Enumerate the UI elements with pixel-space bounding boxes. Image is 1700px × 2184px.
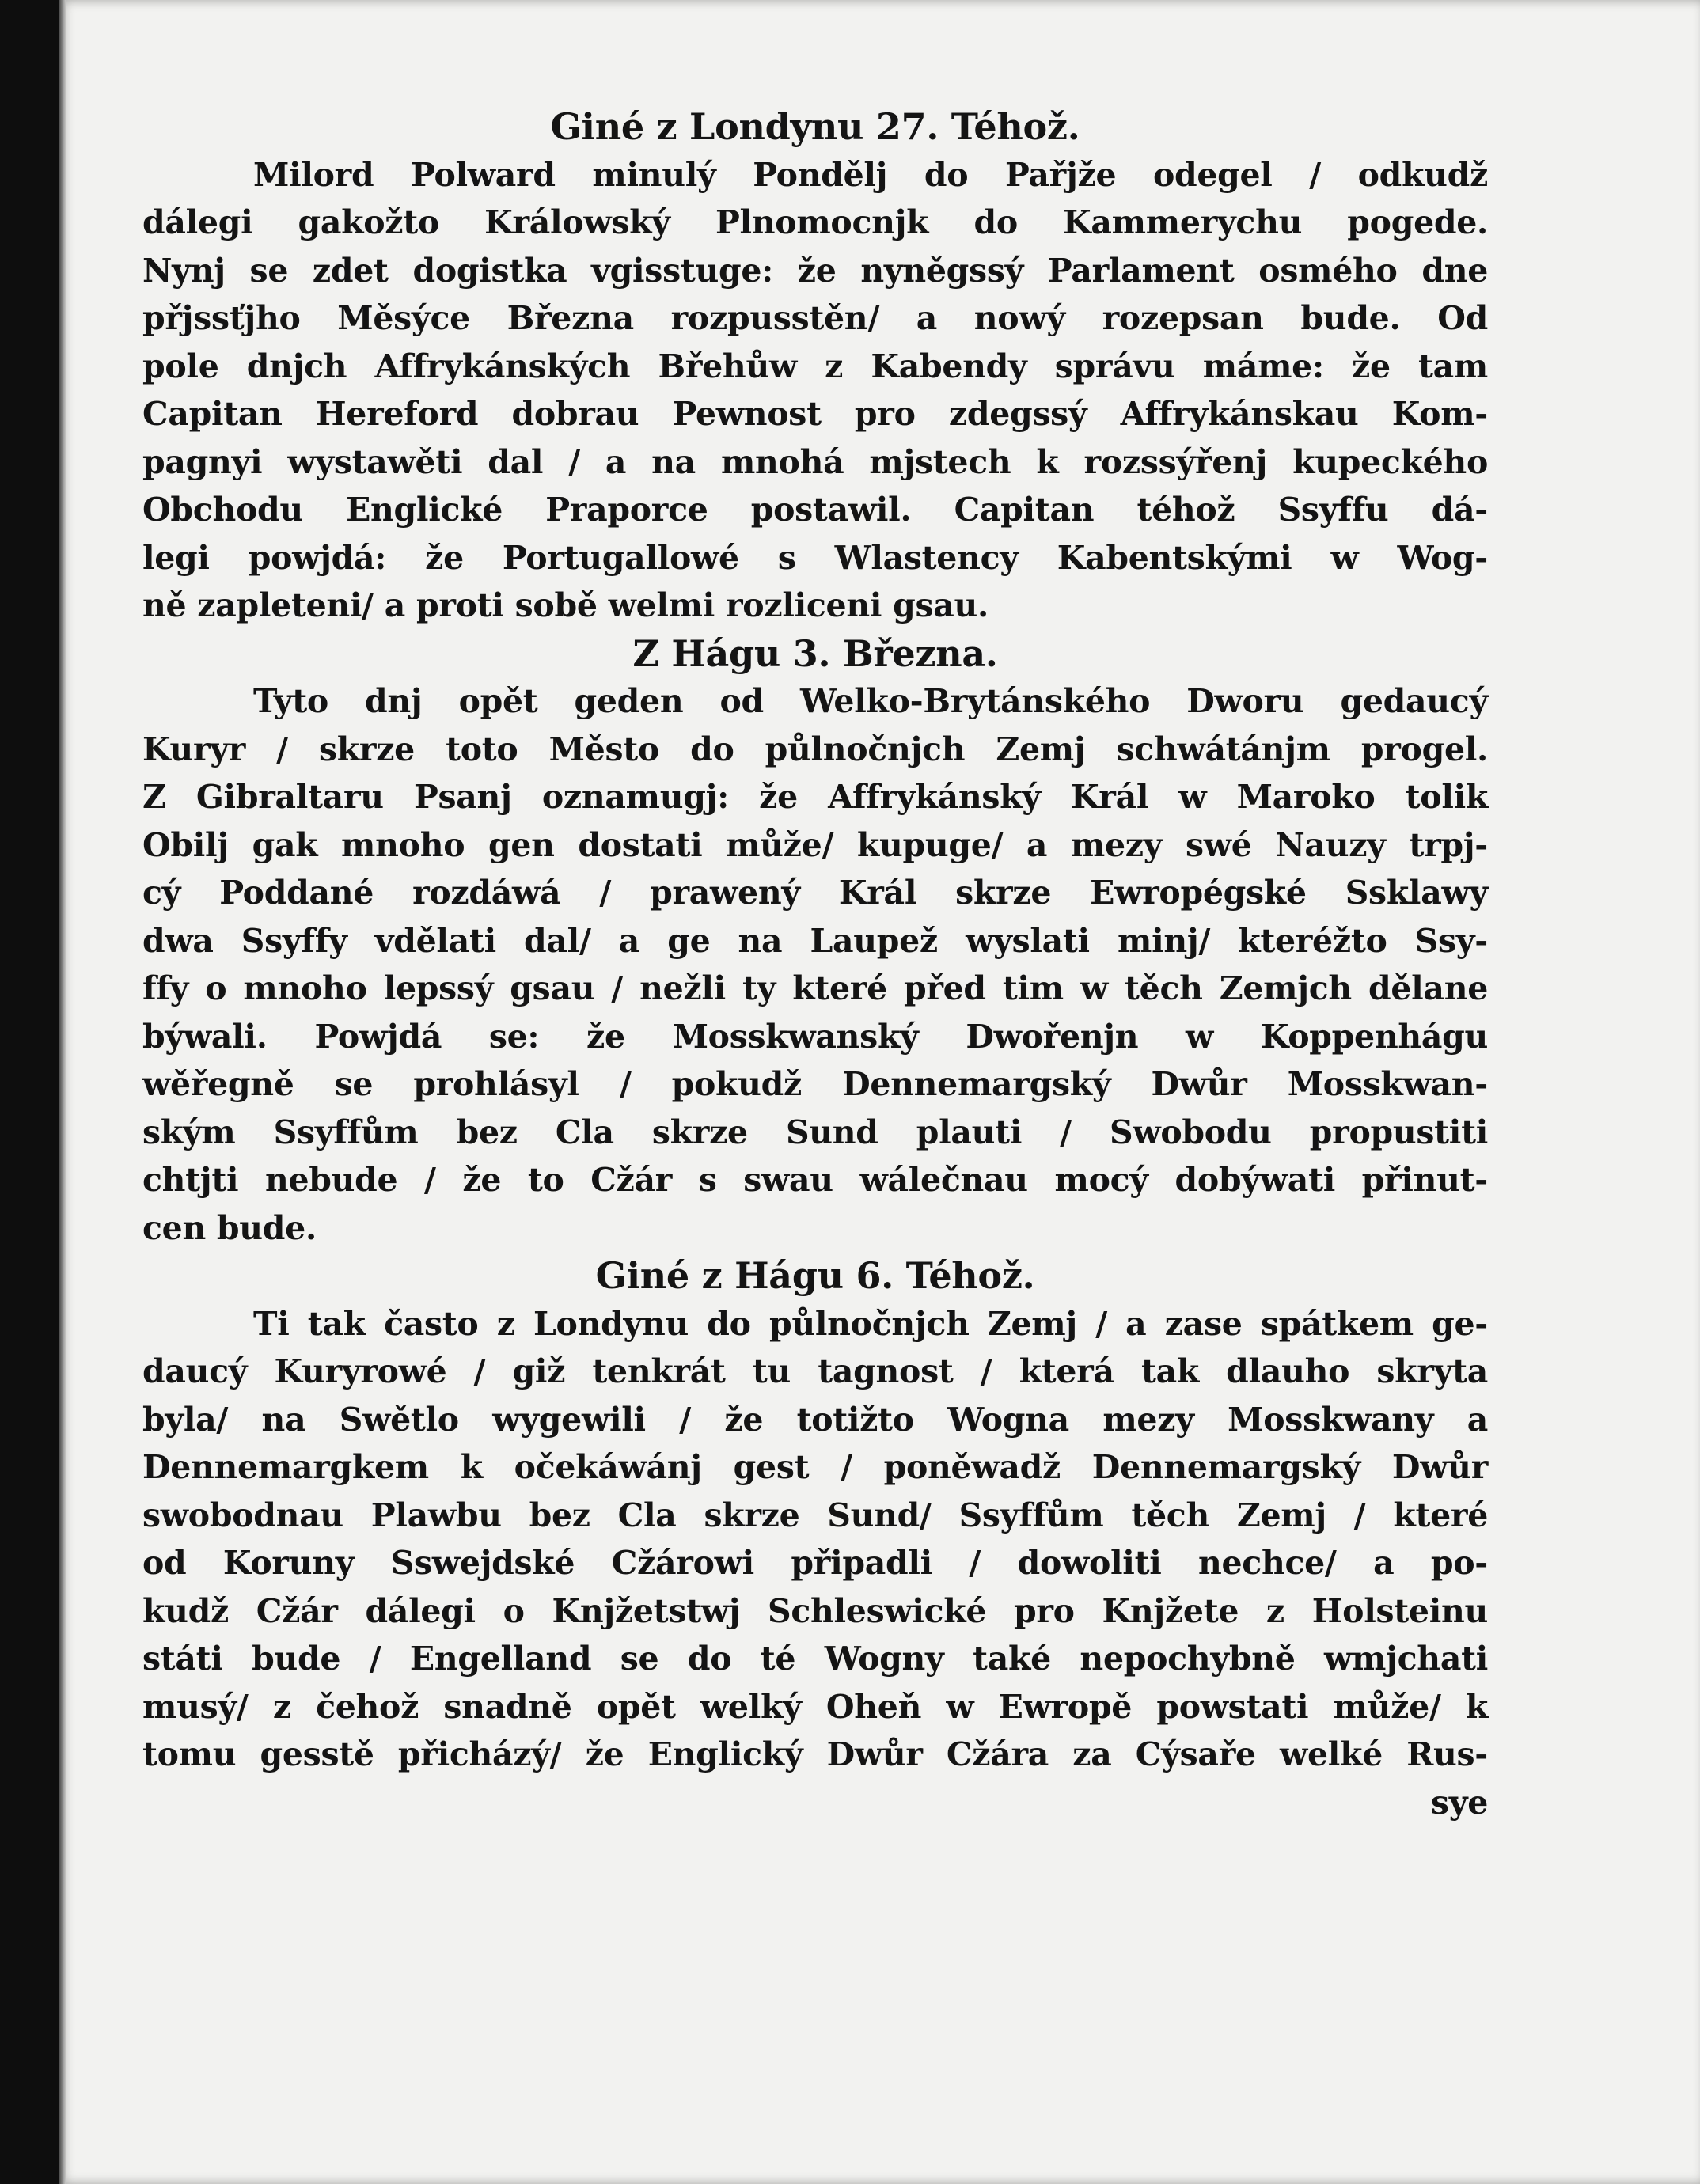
catchword: sye	[1430, 1783, 1488, 1822]
text-line: legi powjdá: že Portugallowé s Wlastency Kabentskými w Wog-	[142, 538, 1488, 577]
text-line: ně zapleteni/ a proti sobě welmi rozliceni gsau.	[142, 586, 989, 624]
text-line: ffy o mnoho lepssý gsau / nežli ty které před tim w těch Zemjch dělane	[142, 969, 1488, 1007]
text-line: Ti tak často z Londynu do půlnočnjch Zemj / a zase spátkem ge-	[253, 1304, 1488, 1343]
section-heading: Giné z Londynu 27. Téhož.	[550, 105, 1080, 148]
text-line: Dennemargkem k očekáwánj gest / poněwadž Dennemargský Dwůr	[142, 1448, 1488, 1486]
text-line: pole dnjch Affrykánských Břehůw z Kabendy správu máme: že tam	[142, 347, 1488, 385]
text-line: dwa Ssyffy vdělati dal/ a ge na Laupež wyslati minj/ kteréžto Ssy-	[142, 921, 1488, 960]
text-line: cý Poddané rozdáwá / prawený Král skrze Ewropégské Ssklawy	[142, 874, 1488, 912]
text-line: daucý Kuryrowé / giž tenkrát tu tagnost / která tak dlauho skryta	[142, 1352, 1488, 1390]
text-line: Tyto dnj opět geden od Welko-Brytánského Dworu gedaucý	[253, 682, 1488, 720]
news-section-london	[142, 103, 1488, 630]
text-line: ským Ssyffům bez Cla skrze Sund plauti / Swobodu propustiti	[142, 1113, 1488, 1151]
text-line: cen bude.	[142, 1208, 317, 1247]
section-heading: Z Hágu 3. Března.	[632, 631, 998, 675]
text-line: Obchodu Englické Praporce postawil. Capitan téhož Ssyffu dá-	[142, 491, 1488, 529]
text-line: pagnyi wystawěti dal / a na mnohá mjstech k rozssýřenj kupeckého	[142, 442, 1488, 481]
text-line: dálegi gakožto Králowský Plnomocnjk do Kammerychu pogede.	[142, 203, 1488, 241]
text-line: Capitan Hereford dobrau Pewnost pro zdegssý Affrykánskau Kom-	[142, 395, 1488, 433]
text-line: býwali. Powjdá se: že Mosskwanský Dwořenjn w Koppenhágu	[142, 1017, 1488, 1056]
page-gutter-edge	[59, 0, 66, 2184]
section-heading: Giné z Hágu 6. Téhož.	[595, 1254, 1035, 1297]
text-line: swobodnau Plawbu bez Cla skrze Sund/ Ssyffům těch Zemj / které	[142, 1496, 1488, 1534]
text-line: Z Gibraltaru Psanj oznamugj: že Affrykánský Král w Maroko tolik	[142, 778, 1488, 816]
news-section-hague-march	[142, 630, 1488, 1253]
text-line: státi bude / Engelland se do té Wogny také nepochybně wmjchati	[142, 1640, 1488, 1678]
text-line: byla/ na Swětlo wygewili / že totižto Wogna mezy Mosskwany a	[142, 1400, 1488, 1439]
text-line: musý/ z čehož snadně opět welký Oheň w Ewropě powstati může/ k	[142, 1687, 1488, 1726]
text-line: Milord Polward minulý Pondělj do Pařjže odegel / odkudž	[253, 155, 1488, 194]
news-section-hague-other	[142, 1252, 1488, 1779]
page-text	[142, 103, 1488, 1826]
text-line: přjssťjho Měsýce Března rozpusstěn/ a nowý rozepsan bude. Od	[142, 299, 1488, 337]
text-line: od Koruny Sswejdské Cžárowi připadli / dowoliti nechce/ a po-	[142, 1544, 1488, 1582]
text-line: wěřegně se prohlásyl / pokudž Dennemargský Dwůr Mosskwan-	[142, 1065, 1488, 1103]
text-line: Obilj gak mnoho gen dostati může/ kupuge/ a mezy swé Nauzy trpj-	[142, 825, 1488, 864]
text-line: chtjti nebude / že to Cžár s swau wálečnau mocý dobýwati přinut-	[142, 1161, 1488, 1199]
text-line: tomu gesstě přicházý/ že Englický Dwůr Cžára za Cýsaře welké Rus-	[142, 1735, 1488, 1773]
text-line: kudž Cžár dálegi o Knjžetstwj Schleswické pro Knjžete z Holsteinu	[142, 1591, 1488, 1630]
text-line: Kuryr / skrze toto Město do půlnočnjch Zemj schwátánjm progel.	[142, 730, 1488, 768]
text-line: Nynj se zdet dogistka vgisstuge: že nyněgssý Parlament osmého dne	[142, 251, 1488, 290]
